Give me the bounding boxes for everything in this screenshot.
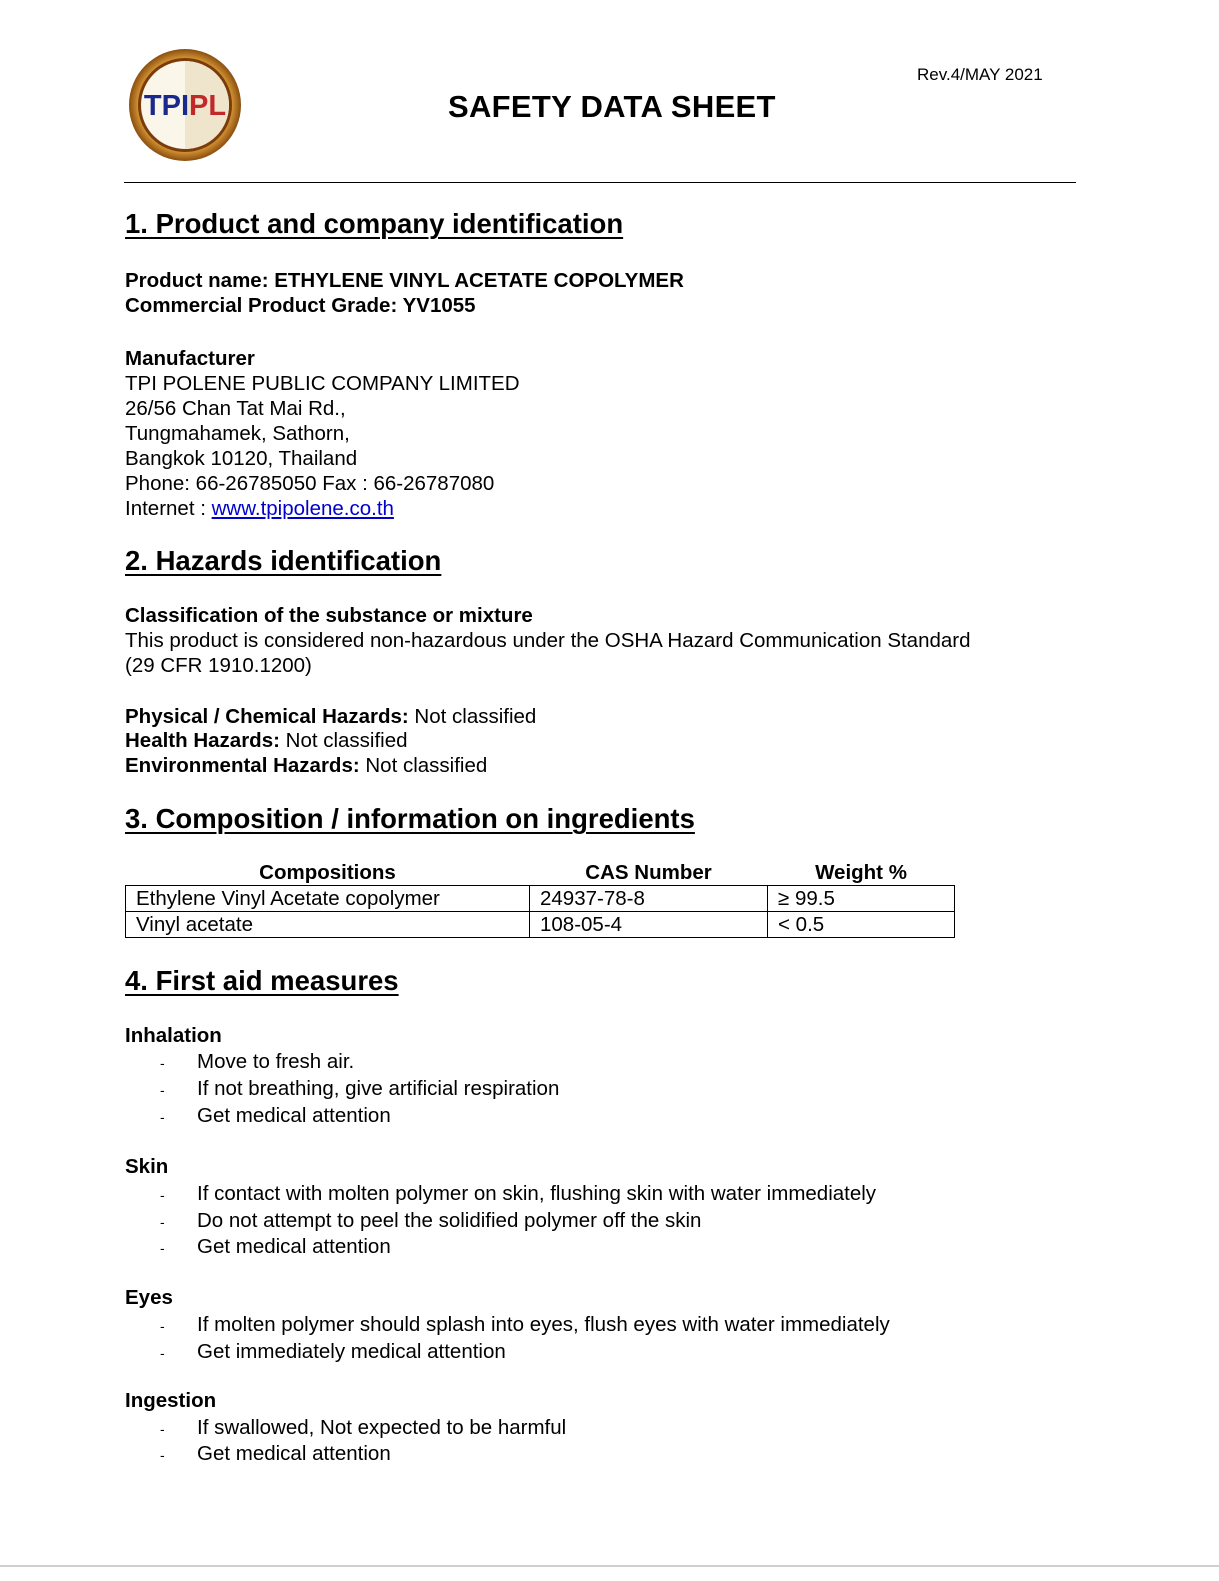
ingestion-label: Ingestion <box>125 1389 217 1412</box>
composition-table <box>125 860 955 938</box>
section3-heading: 3. Composition / information on ingredients <box>125 803 695 834</box>
list-item-text: Get medical attention <box>197 1442 391 1465</box>
table-header-row <box>126 860 955 886</box>
product-grade <box>125 294 476 318</box>
column-header: Compositions <box>259 860 396 884</box>
skin-label: Skin <box>125 1155 169 1178</box>
list-item-text: If molten polymer should splash into eyes, flush eyes with water immediately <box>197 1313 890 1336</box>
physical-hazards-label: Physical / Chemical Hazards: <box>125 705 409 728</box>
bullet: - <box>160 1446 165 1463</box>
classification-label: Classification of the substance or mixture <box>125 604 533 627</box>
bullet: - <box>160 1213 165 1230</box>
list-item <box>160 1104 391 1128</box>
list-item-text: Get immediately medical attention <box>197 1340 506 1363</box>
website-link[interactable]: www.tpipolene.co.th <box>211 497 394 520</box>
list-item-text: Get medical attention <box>197 1235 391 1258</box>
page-bottom-edge <box>0 1565 1219 1567</box>
physical-hazards-value: Not classified <box>408 705 537 728</box>
list-item <box>160 1442 391 1466</box>
header-divider <box>124 182 1076 183</box>
company-name: TPI POLENE PUBLIC COMPANY LIMITED <box>125 372 520 395</box>
section1-heading: 1. Product and company identification <box>125 208 624 239</box>
list-item-text: If not breathing, give artificial respiration <box>197 1077 560 1100</box>
address-line-2: Tungmahamek, Sathorn, <box>125 422 350 445</box>
svg-text:TPIPL: TPIPL <box>143 90 227 122</box>
eyes-label: Eyes <box>125 1286 173 1309</box>
bullet: - <box>160 1081 165 1098</box>
table-row <box>126 912 955 938</box>
classification-text-1: This product is considered non-hazardous under the OSHA Hazard Communication Standard <box>125 629 971 652</box>
bullet: - <box>160 1054 165 1071</box>
list-item <box>160 1235 391 1259</box>
list-item-text: If contact with molten polymer on skin, flushing skin with water immediately <box>197 1182 877 1205</box>
list-item <box>160 1416 566 1440</box>
weight-cell: ≥ 99.5 <box>768 886 955 912</box>
column-header: CAS Number <box>585 860 712 884</box>
internet-line <box>125 497 394 521</box>
bullet: - <box>160 1186 165 1203</box>
tpipl-logo <box>126 46 244 164</box>
section2-heading: 2. Hazards identification <box>125 545 442 576</box>
product-name-label: Product name: <box>125 269 275 292</box>
manufacturer-label: Manufacturer <box>125 347 255 370</box>
cas-cell: 108-05-4 <box>530 912 768 938</box>
column-header: Weight % <box>815 860 907 884</box>
list-item <box>160 1182 876 1206</box>
list-item <box>160 1209 701 1233</box>
composition-cell: Ethylene Vinyl Acetate copolymer <box>126 886 530 912</box>
weight-cell: < 0.5 <box>768 912 955 938</box>
address-line-1: 26/56 Chan Tat Mai Rd., <box>125 397 346 420</box>
list-item-text: Get medical attention <box>197 1104 391 1127</box>
phone-fax: Phone: 66-26785050 Fax : 66-26787080 <box>125 472 495 495</box>
section4-heading: 4. First aid measures <box>125 965 399 996</box>
physical-hazards <box>125 705 536 729</box>
address-line-3: Bangkok 10120, Thailand <box>125 447 358 470</box>
product-name-value: ETHYLENE VINYL ACETATE COPOLYMER <box>274 269 684 292</box>
product-name <box>125 269 684 293</box>
internet-label: Internet : <box>125 497 212 520</box>
list-item-text: Do not attempt to peel the solidified polymer off the skin <box>197 1209 702 1232</box>
inhalation-label: Inhalation <box>125 1024 222 1047</box>
list-item-text: If swallowed, Not expected to be harmful <box>197 1416 567 1439</box>
cas-cell: 24937-78-8 <box>530 886 768 912</box>
grade-label: Commercial Product Grade: <box>125 294 403 317</box>
bullet: - <box>160 1108 165 1125</box>
grade-value: YV1055 <box>402 294 476 317</box>
document-title: SAFETY DATA SHEET <box>448 89 776 124</box>
health-hazards-label: Health Hazards: <box>125 729 280 752</box>
health-hazards <box>125 729 408 753</box>
bullet: - <box>160 1420 165 1437</box>
table-row <box>126 886 955 912</box>
environmental-hazards <box>125 754 487 778</box>
list-item <box>160 1313 890 1337</box>
health-hazards-value: Not classified <box>279 729 408 752</box>
list-item <box>160 1077 559 1101</box>
bullet: - <box>160 1344 165 1361</box>
revision-label: Rev.4/MAY 2021 <box>917 65 1043 84</box>
classification-text-2: (29 CFR 1910.1200) <box>125 654 312 677</box>
list-item-text: Move to fresh air. <box>197 1050 355 1073</box>
bullet: - <box>160 1239 165 1256</box>
composition-cell: Vinyl acetate <box>126 912 530 938</box>
bullet: - <box>160 1317 165 1334</box>
environmental-hazards-value: Not classified <box>359 754 488 777</box>
list-item <box>160 1050 354 1074</box>
list-item <box>160 1340 506 1364</box>
environmental-hazards-label: Environmental Hazards: <box>125 754 360 777</box>
